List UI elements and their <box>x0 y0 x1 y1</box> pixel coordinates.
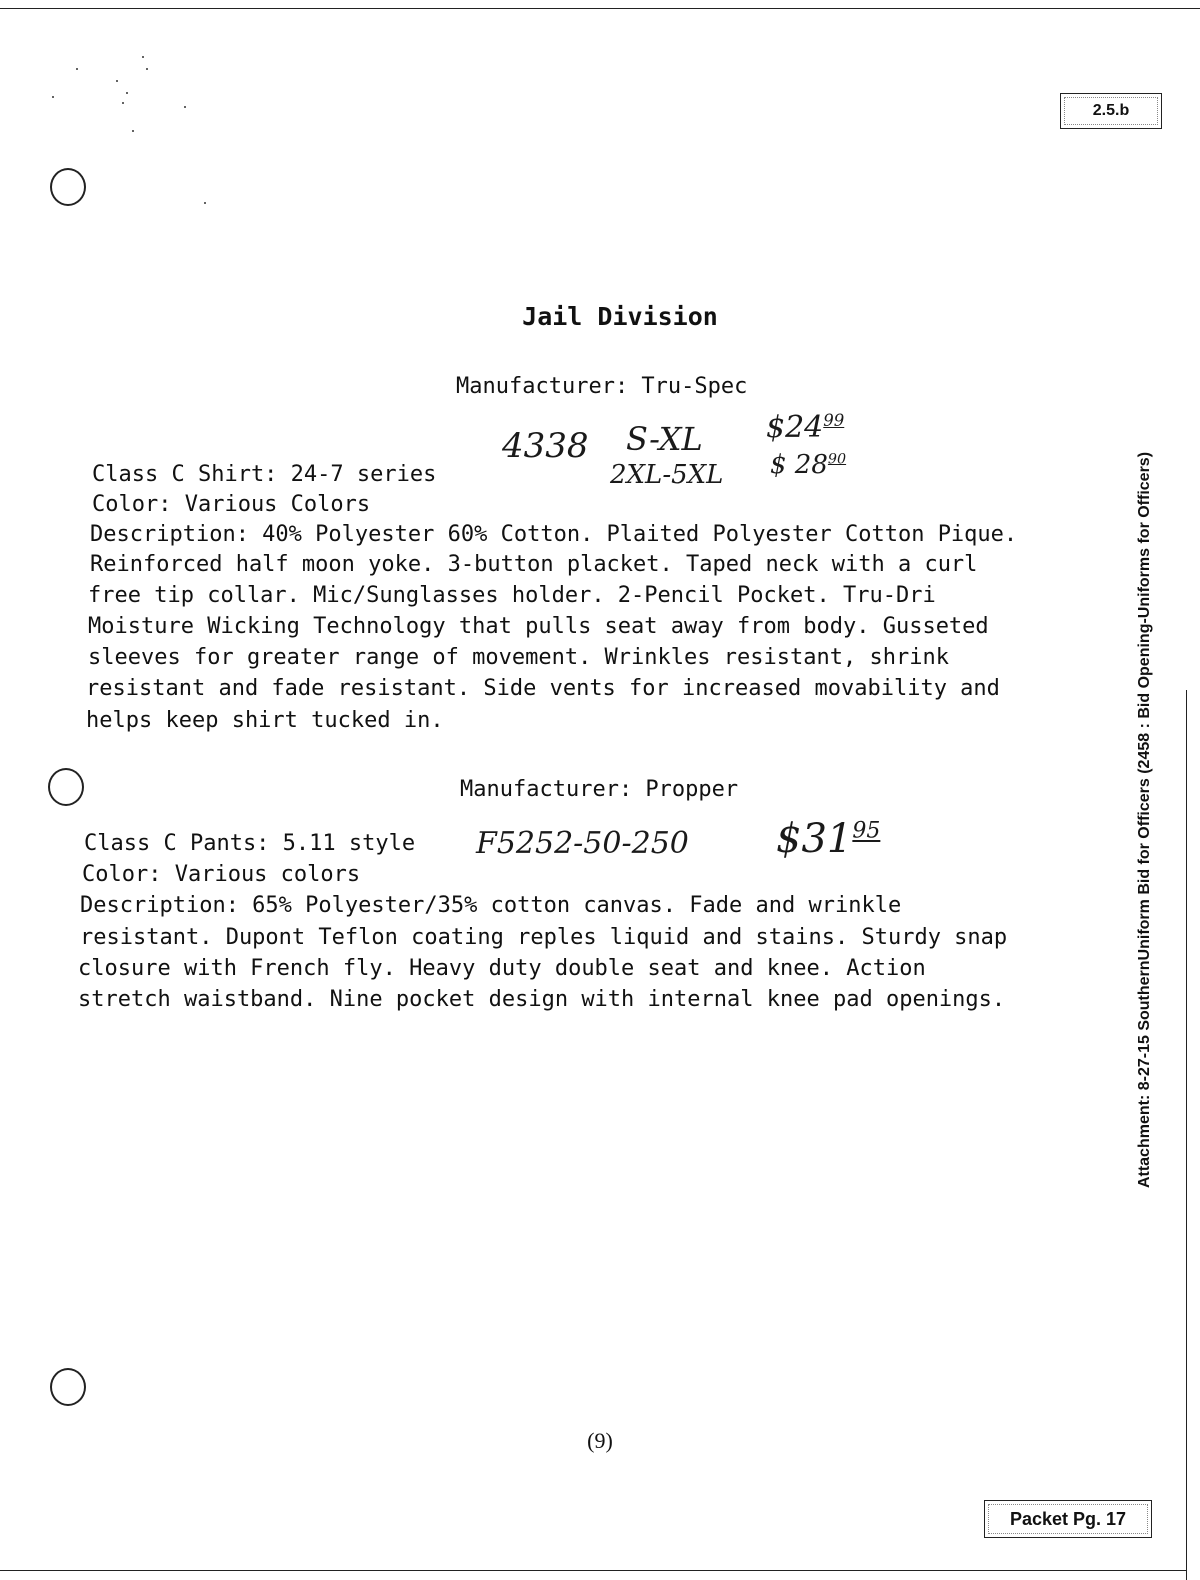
binder-hole-bottom <box>50 1368 86 1406</box>
binder-hole-middle <box>48 768 84 806</box>
scan-speck <box>132 130 134 132</box>
scan-speck <box>116 80 118 82</box>
scan-speck <box>204 202 206 204</box>
scan-speck <box>126 92 128 94</box>
pants-description-line: stretch waistband. Nine pocket design with internal knee pad openings. <box>78 987 1006 1012</box>
handwritten-style-number: 4338 <box>502 426 589 466</box>
handwritten-pants-style-number: F5252-50-250 <box>476 826 689 861</box>
shirt-description-line: helps keep shirt tucked in. <box>86 708 444 733</box>
handwritten-size-range-2: 2XL-5XL <box>610 460 724 490</box>
pants-description-line: resistant. Dupont Teflon coating reples liquid and stains. Sturdy snap <box>80 925 1008 950</box>
handwritten-pants-price: $\$31^{95}$ <box>776 816 881 862</box>
page-border-top <box>0 8 1200 9</box>
scan-speck <box>142 56 144 58</box>
manufacturer-propper: Manufacturer: Propper <box>460 777 739 802</box>
manufacturer-tru-spec: Manufacturer: Tru-Spec <box>456 374 748 399</box>
scan-speck <box>52 96 54 98</box>
shirt-color-line: Color: Various Colors <box>92 492 371 517</box>
handwritten-price-2: $ $28^{90}$ <box>770 450 847 480</box>
pants-description-line: closure with French fly. Heavy duty double seat and knee. Action <box>78 956 926 981</box>
binder-hole-top <box>50 168 86 206</box>
pants-item-line: Class C Pants: 5.11 style <box>84 831 416 856</box>
page-border-right <box>1186 690 1187 1580</box>
attachment-side-label: Attachment: 8-27-15 SouthernUniform Bid for Officers (2458 : Bid Opening-Uniforms for Officers) <box>1136 451 1153 1189</box>
page-border-bottom <box>0 1570 1186 1571</box>
shirt-description-line: Reinforced half moon yoke. 3-button placket. Taped neck with a curl <box>90 552 978 577</box>
scan-speck <box>76 68 78 70</box>
item-number-badge: 2.5.b <box>1060 93 1162 129</box>
handwritten-price-1: $\$24^{99}$ <box>766 410 845 445</box>
scan-speck <box>146 68 148 70</box>
handwritten-size-range-1: S-XL <box>626 420 703 458</box>
shirt-description-line: sleeves for greater range of movement. Wrinkles resistant, shrink <box>88 645 949 670</box>
shirt-description-line: Moisture Wicking Technology that pulls seat away from body. Gusseted <box>88 614 989 639</box>
shirt-description-line: Description: 40% Polyester 60% Cotton. Plaited Polyester Cotton Pique. <box>90 522 1018 547</box>
pants-description-line: Description: 65% Polyester/35% cotton canvas. Fade and wrinkle <box>80 893 902 918</box>
pants-color-line: Color: Various colors <box>82 862 361 887</box>
shirt-description-line: free tip collar. Mic/Sunglasses holder. 2-Pencil Pocket. Tru-Dri <box>88 583 936 608</box>
scan-speck <box>184 106 186 108</box>
shirt-description-line: resistant and fade resistant. Side vents for increased movability and <box>86 676 1000 701</box>
packet-page-badge: Packet Pg. 17 <box>984 1500 1152 1538</box>
scan-speck <box>122 102 124 104</box>
shirt-item-line: Class C Shirt: 24-7 series <box>92 462 437 487</box>
page-title: Jail Division <box>522 302 718 331</box>
page-number: (9) <box>587 1428 613 1453</box>
